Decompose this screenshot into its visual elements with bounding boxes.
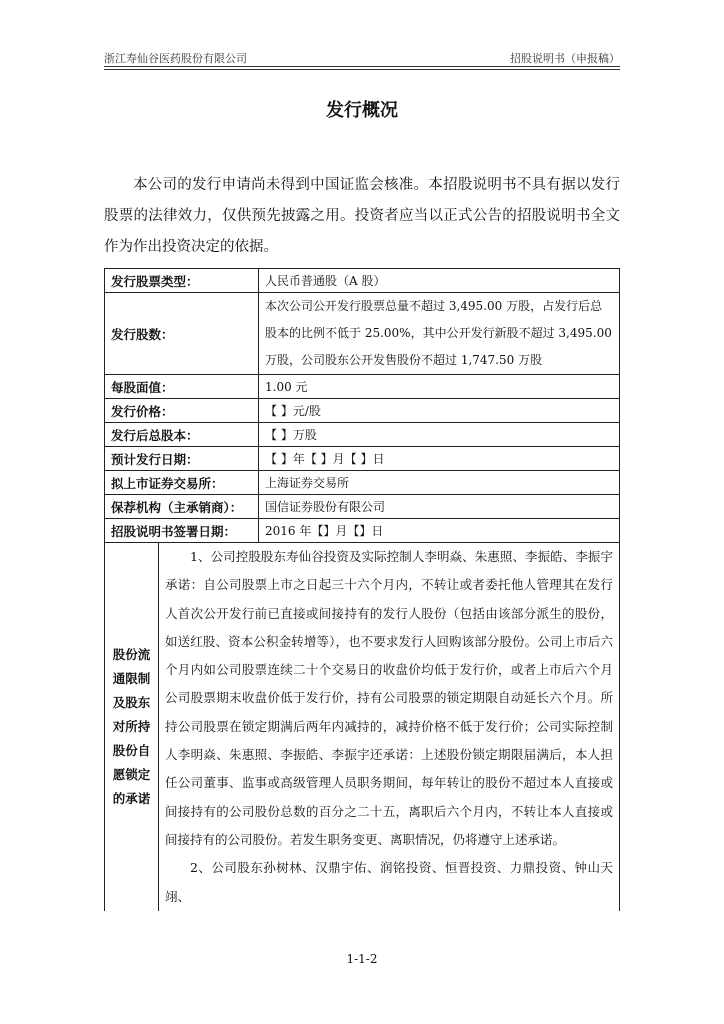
- row-value: 国信证券股份有限公司: [259, 495, 620, 519]
- table-row: [105, 495, 620, 519]
- header-rule: [104, 66, 620, 67]
- table-row: [105, 423, 620, 447]
- table-row: [105, 471, 620, 495]
- table-row: [105, 519, 620, 543]
- row-label: 发行价格：: [105, 399, 259, 423]
- row-value: 【 】年【 】月【 】日: [259, 447, 620, 471]
- row-value: 2016 年【】月【】日: [259, 519, 620, 543]
- table-row: [105, 375, 620, 399]
- lockup-paragraph-2: 2、公司股东孙树林、汉鼎宇佑、润铭投资、恒晋投资、力鼎投资、钟山天翊、: [165, 860, 613, 904]
- header-rule-double: [104, 69, 620, 70]
- table-row: [105, 269, 620, 293]
- row-label: 发行股数：: [105, 293, 259, 375]
- offering-table: [104, 268, 620, 911]
- table-row: [105, 293, 620, 375]
- row-label: 招股说明书签署日期：: [105, 519, 259, 543]
- row-value: 【 】元/股: [259, 399, 620, 423]
- table-row: [105, 399, 620, 423]
- row-label: 发行后总股本：: [105, 423, 259, 447]
- header-doc-type: 招股说明书（申报稿）: [510, 52, 620, 65]
- row-value: 本次公司公开发行股票总量不超过 3,495.00 万股，占发行后总股本的比例不低于 25.00%，其中公开发行新股不超过 3,495.00 万股，公司股东公开发售股份不超过 1,747.50 万股: [259, 293, 620, 375]
- row-value: 人民币普通股（A 股）: [259, 269, 620, 293]
- row-label: 拟上市证券交易所：: [105, 471, 259, 495]
- lockup-label: 股份流通限制及股东对所持股份自愿锁定的承诺: [105, 543, 159, 911]
- row-label: 每股面值：: [105, 375, 259, 399]
- page-title: 发行概况: [326, 100, 398, 121]
- intro-paragraph: 本公司的发行申请尚未得到中国证监会核准。本招股说明书不具有据以发行股票的法律效力，仅供预先披露之用。投资者应当以正式公告的招股说明书全文作为作出投资决定的依据。: [104, 177, 620, 255]
- row-label: 发行股票类型：: [105, 269, 259, 293]
- row-label: 预计发行日期：: [105, 447, 259, 471]
- table-row: [105, 447, 620, 471]
- page-number: 1-1-2: [346, 952, 378, 966]
- lockup-row: [105, 543, 620, 911]
- row-label: 保荐机构（主承销商）：: [105, 495, 259, 519]
- row-value: 【 】万股: [259, 423, 620, 447]
- row-value: 上海证券交易所: [259, 471, 620, 495]
- row-value: 1.00 元: [259, 375, 620, 399]
- header-company: 浙江寿仙谷医药股份有限公司: [104, 52, 247, 65]
- lockup-paragraph-1: 1、公司控股股东寿仙谷投资及实际控制人李明焱、朱惠照、李振皓、李振宇承诺：自公司股票上市之日起三十六个月内，不转让或者委托他人管理其在发行人首次公开发行前已直接或间接持有的发行人股份（包括由该部分派生的股份，如送红股、资本公积金转增等），也不要求发行人回购该部分股份。公司上市后六个月内如公司股票连续二十个交易日的收盘价均低于发行价，或者上市后六个月公司股票期末收盘价低于发行价，持有公司股票的锁定期限自动延长六个月。所持公司股票在锁定期满后两年内减持的，减持价格不低于发行价；公司实际控制人李明焱、朱惠照、李振皓、李振宇还承诺：上述股份锁定期限届满后，本人担任公司董事、监事或高级管理人员职务期间，每年转让的股份不超过本人直接或间接持有的公司股份总数的百分之二十五，离职后六个月内，不转让本人直接或间接持有的公司股份。若发生职务变更、离职情况，仍将遵守上述承诺。: [165, 549, 613, 847]
- lockup-content: [159, 543, 620, 911]
